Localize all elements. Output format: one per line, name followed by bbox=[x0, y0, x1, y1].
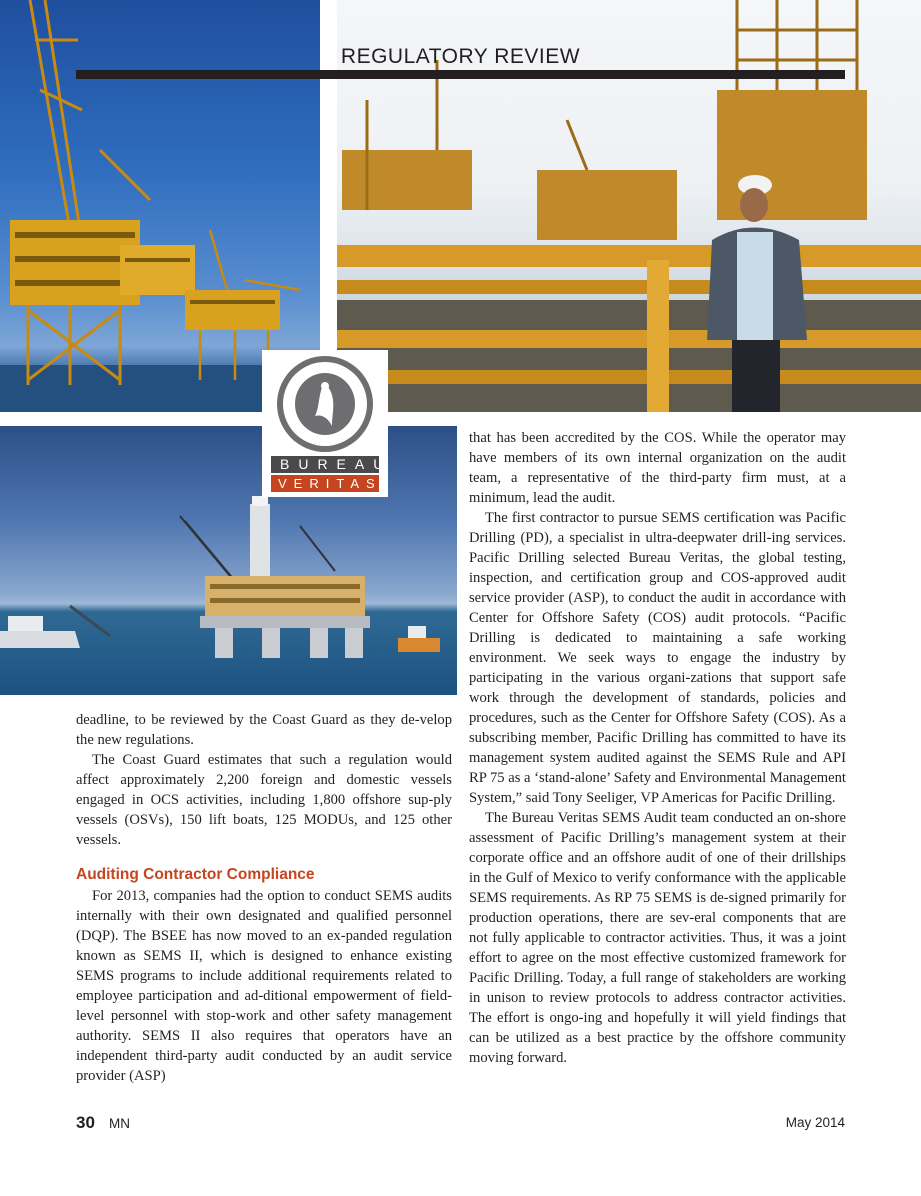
paragraph: For 2013, companies had the option to conduct SEMS audits internally with their own designated and qualified personnel (DQP). The BSEE has now moved to an ex-panded regulation known as SEMS II, which is designed to enhance existing SEMS programs to include additional requirements related to employee participation and ad-ditional empowerment of field-level personnel with stop-work and other safety management authority. SEMS II also requires that operators have an independent third-party audit conducted by an audit service provider (ASP) bbox=[76, 888, 452, 1084]
logo-word-bureau: BUREAU bbox=[271, 456, 379, 473]
paragraph: The Coast Guard estimates that such a regulation would affect approximately 2,200 foreign and domestic vessels engaged in OCS activities, including 1,800 offshore sup-ply vessels (OSVs), 150 lift boats, 125 MODUs, and 125 other vessels. bbox=[76, 752, 452, 848]
issue-date: May 2014 bbox=[785, 1115, 845, 1130]
bureau-veritas-emblem bbox=[270, 354, 380, 454]
paragraph: deadline, to be reviewed by the Coast Guard as they de-velop the new regulations. bbox=[76, 712, 452, 748]
article-column-right bbox=[469, 428, 846, 1068]
paragraph: The first contractor to pursue SEMS certification was Pacific Drilling (PD), a specialist in ultra-deepwater drill-ing services. Pacific Drilling selected Bureau Veritas, the global testing, inspection, and certification group and COS-approved audit service provider (ASP), to conduct the audit in accordance with Center for Offshore Safety (COS) audit protocols. “Pacific Drilling is dedicated to maintaining a safe working environment. We seek ways to engage the industry by participating in the various organi-zations that support safe work through the development of standards, policies and procedures, such as the Center for Offshore Safety (COS). As a subscribing member, Pacific Drilling has committed to have its management system audited against the SEMS Rule and API RP 75 as a ‘stand-alone’ Safety and Environmental Management System,” said Tony Seeliger, VP Americas for Pacific Drilling. bbox=[469, 510, 846, 806]
paragraph: The Bureau Veritas SEMS Audit team conducted an on-shore assessment of Pacific Drilling’s management system at their corporate office and an offshore audit of one of their drillships in the Gulf of Mexico to verify conformance with the applicable SEMS requirements. As RP 75 SEMS is de-signed primarily for production operations, there are sev-eral components that are not fully applicable to contractor activities. Thus, it was a joint effort to agree on the most effective customized framework for Pacific Drilling. Today, a full range of stakeholders are working in unison to review protocols to address contractor activities. The effort is ongo-ing and hopefully it will yield findings that can be utilized as a best practice by the offshore community moving forward. bbox=[469, 810, 846, 1066]
page-number: 30 bbox=[76, 1113, 95, 1132]
bureau-veritas-logo bbox=[262, 350, 393, 497]
section-label: REGULATORY REVIEW bbox=[340, 45, 581, 68]
section-subhead: Auditing Contractor Compliance bbox=[76, 866, 315, 883]
header-rule bbox=[76, 70, 845, 79]
paragraph: that has been accredited by the COS. While the operator may have members of its own internal organization on the audit team, a representative of the third-party firm must, at a minimum, lead the audit. bbox=[469, 430, 846, 506]
magazine-name: MN bbox=[109, 1116, 130, 1131]
logo-word-veritas: VERITAS bbox=[271, 475, 379, 492]
article-column-left bbox=[76, 710, 452, 1086]
